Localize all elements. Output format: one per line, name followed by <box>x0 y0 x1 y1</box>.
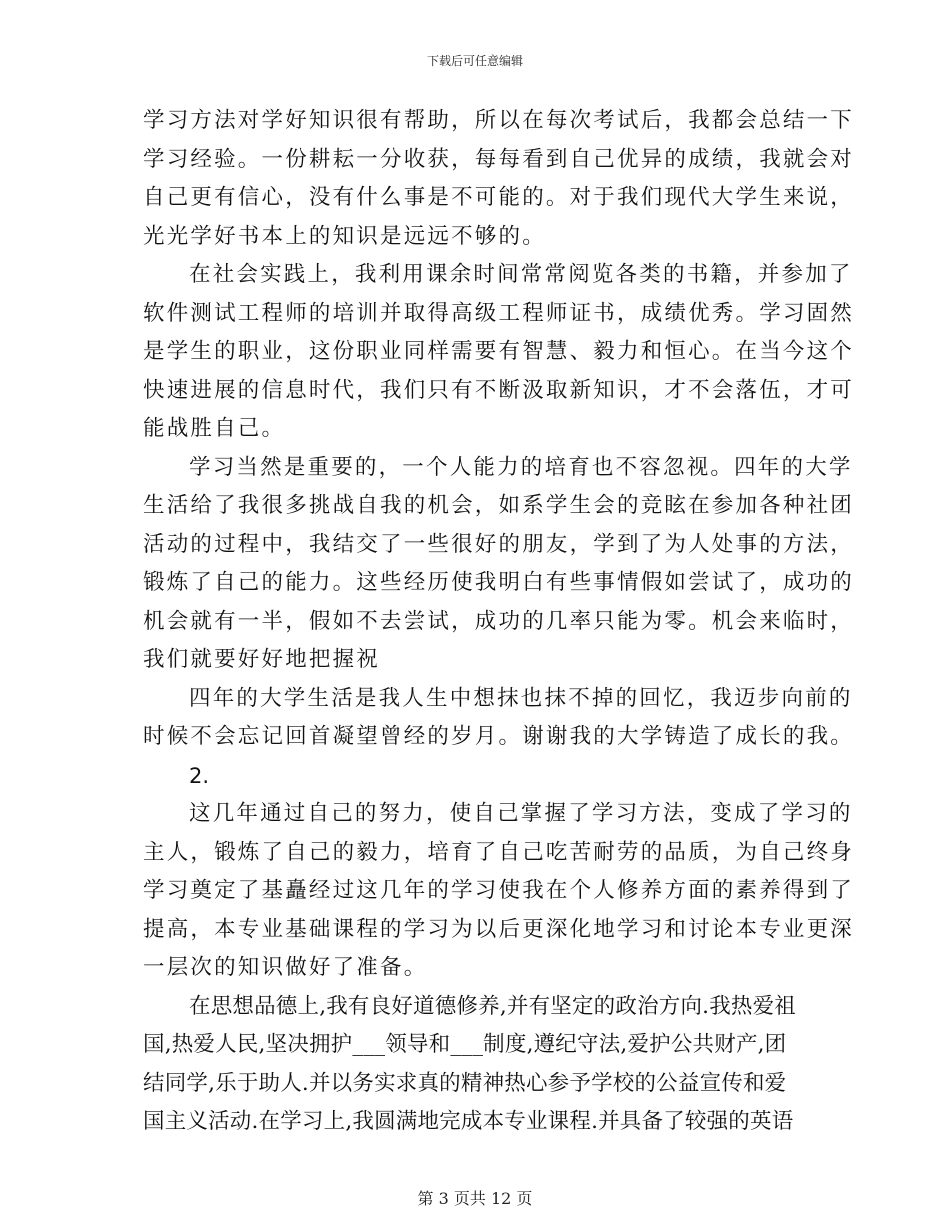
text-line: 我们就要好好地把握祝 <box>143 647 381 672</box>
text-line: 提高，本专业基础课程的学习为以后更深化地学习和讨论本专业更深 <box>143 916 855 942</box>
text-line: 软件测试工程师的培训并取得高级工程师证书，成绩优秀。学习固然 <box>143 300 855 326</box>
paragraph-1 <box>143 102 855 256</box>
text-line: 学习奠定了基矗经过这几年的学习使我在个人修养方面的素养得到了 <box>143 878 855 903</box>
text-line: 学习经验。一份耕耘一分收获，每每看到自己优异的成绩，我就会对 <box>143 146 855 172</box>
text-line: 学习方法对学好知识很有帮助，所以在每次考试后，我都会总结一下 <box>143 108 855 133</box>
text-line: 活动的过程中，我结交了一些很好的朋友，学到了为人处事的方法， <box>143 531 855 557</box>
text-line: 快速进展的信息时代，我们只有不断汲取新知识，才不会落伍，才可 <box>143 377 855 403</box>
text-line: 光光学好书本上的知识是远远不够的。 <box>143 223 546 249</box>
text-line: 是学生的职业，这份职业同样需要有智慧、毅力和恒心。在当今这个 <box>143 339 855 364</box>
text-line: 自己更有信心，没有什么事是不可能的。对于我们现代大学生来说， <box>143 185 855 210</box>
page-header-note: 下载后可任意编辑 <box>426 54 523 68</box>
paragraph-4 <box>143 680 855 757</box>
text-line: 在社会实践上，我利用课余时间常常阅览各类的书籍，并参加了 <box>189 262 853 287</box>
section-heading-2: 2. <box>189 763 210 788</box>
text-line: 四年的大学生活是我人生中想抹也抹不掉的回忆，我迈步向前的 <box>189 685 853 711</box>
text-line: 时候不会忘记回首凝望曾经的岁月。谢谢我的大学铸造了成长的我。 <box>143 724 855 749</box>
text-line: 一层次的知识做好了准备。 <box>143 955 428 980</box>
paragraph-3 <box>143 449 855 680</box>
page-footer-number: 第 3 页共 12 页 <box>417 1189 533 1208</box>
paragraph-5 <box>143 795 855 988</box>
text-line: 学习当然是重要的，一个人能力的培育也不容忽视。四年的大学 <box>189 454 853 480</box>
text-line: 国主义活动.在学习上,我圆满地完成本专业课程.并具备了较强的英语 <box>143 1109 794 1134</box>
text-line: 主人，锻炼了自己的毅力，培育了自己吃苦耐劳的品质，为自己终身 <box>143 839 855 865</box>
text-line: 国,热爱人民,坚决拥护___领导和___制度,遵纪守法,爱护公共财产,团 <box>143 1032 787 1057</box>
document-body <box>143 102 855 1142</box>
text-line: 机会就有一半，假如不去尝试，成功的几率只能为零。机会来临时， <box>143 608 855 634</box>
paragraph-6 <box>143 988 808 1142</box>
text-line: 结同学,乐于助人.并以务实求真的精神热心参予学校的公益宣传和爱 <box>143 1070 787 1096</box>
text-line: 这几年通过自己的努力，使自己掌握了学习方法，变成了学习的 <box>189 801 853 826</box>
text-line: 生活给了我很多挑战自我的机会，如系学生会的竞眩在参加各种社团 <box>143 493 855 518</box>
text-line: 能战胜自己。 <box>143 416 286 441</box>
paragraph-2 <box>143 256 855 449</box>
text-line: 在思想品德上,我有良好道德修养,并有坚定的政治方向.我热爱祖 <box>189 993 797 1019</box>
text-line: 锻炼了自己的能力。这些经历使我明白有些事情假如尝试了，成功的 <box>143 570 855 595</box>
